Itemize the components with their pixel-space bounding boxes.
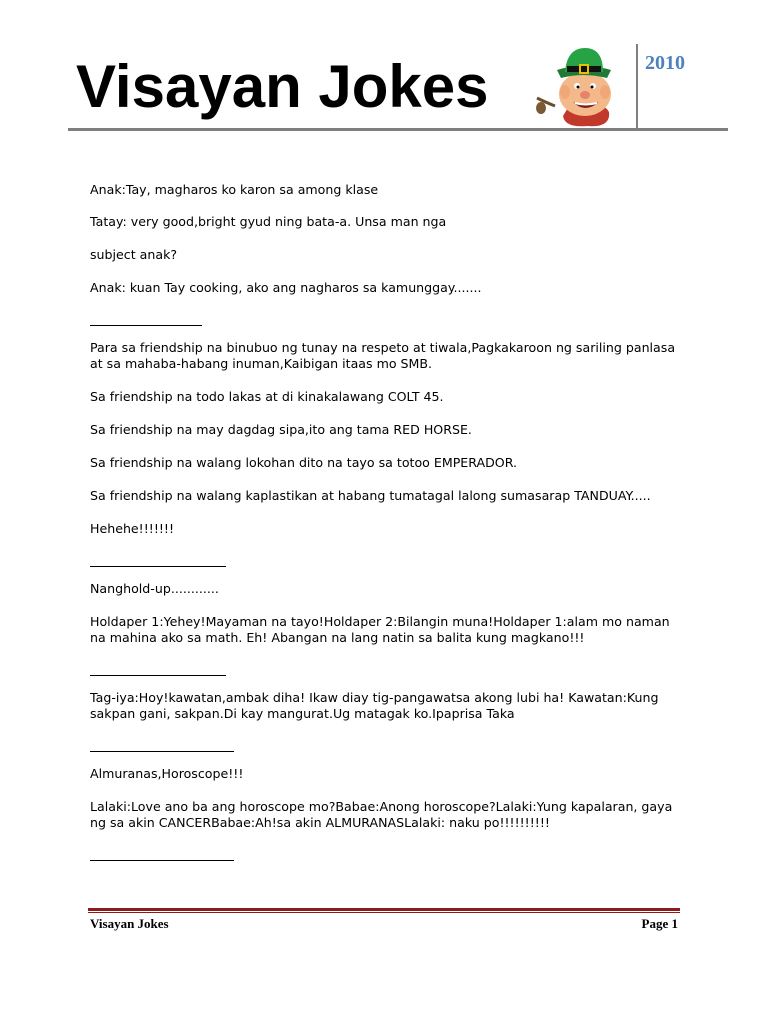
paragraph: Anak:Tay, magharos ko karon sa among klase <box>90 182 379 197</box>
separator-line <box>90 675 226 676</box>
footer-page-number: Page 1 <box>641 916 678 931</box>
paragraph: Hehehe!!!!!!! <box>90 521 175 536</box>
header-divider-vertical <box>636 44 638 130</box>
document-body <box>90 182 680 861</box>
separator-line <box>90 751 234 752</box>
paragraph <box>90 751 680 752</box>
header-divider-horizontal <box>68 128 728 131</box>
footer-rule-thin <box>88 912 680 913</box>
page-title: Visayan Jokes <box>76 53 489 120</box>
paragraph <box>90 325 680 326</box>
paragraph <box>90 860 680 861</box>
paragraph: Tatay: very good,bright gyud ning bata-a. Unsa man nga <box>90 214 447 229</box>
leprechaun-with-pipe-icon <box>535 46 631 128</box>
paragraph: Lalaki:Love ano ba ang horoscope mo?Babae:Anong horoscope?Lalaki:Yung kapalaran, gaya ng sa akin CANCERBabae:Ah!sa akin ALMURANASLalaki: naku po!!!!!!!!!! <box>90 799 673 830</box>
header-year: 2010 <box>645 52 685 74</box>
paragraph: Almuranas,Horoscope!!! <box>90 766 244 781</box>
paragraph: Sa friendship na may dagdag sipa,ito ang tama RED HORSE. <box>90 422 472 437</box>
paragraph <box>90 675 680 676</box>
paragraph <box>90 566 680 567</box>
paragraph: Para sa friendship na binubuo ng tunay na respeto at tiwala,Pagkakaroon ng sariling panlasa at sa mahaba-habang inuman,Kaibigan itaas mo SMB. <box>90 340 676 371</box>
paragraph: Holdaper 1:Yehey!Mayaman na tayo!Holdaper 2:Bilangin muna!Holdaper 1:alam mo naman na mahina ako sa math. Eh! Abangan na lang natin sa balita kung magkano!!! <box>90 614 670 645</box>
paragraph: Sa friendship na walang lokohan dito na tayo sa totoo EMPERADOR. <box>90 455 518 470</box>
paragraph: Sa friendship na walang kaplastikan at habang tumatagal lalong sumasarap TANDUAY..... <box>90 488 651 503</box>
paragraph: Sa friendship na todo lakas at di kinakalawang COLT 45. <box>90 389 444 404</box>
footer-document-title: Visayan Jokes <box>90 916 169 931</box>
separator-line <box>90 860 234 861</box>
separator-line <box>90 325 202 326</box>
paragraph: subject anak? <box>90 247 178 262</box>
separator-line <box>90 566 226 567</box>
paragraph: Tag-iya:Hoy!kawatan,ambak diha! Ikaw diay tig-pangawatsa akong lubi ha! Kawatan:Kung sakpan gani, sakpan.Di kay mangurat.Ug matagak ko.Ipaprisa Taka <box>90 690 659 721</box>
footer-rule-thick <box>88 908 680 911</box>
paragraph: Anak: kuan Tay cooking, ako ang nagharos sa kamunggay....... <box>90 280 482 295</box>
paragraph: Nanghold-up............ <box>90 581 219 596</box>
